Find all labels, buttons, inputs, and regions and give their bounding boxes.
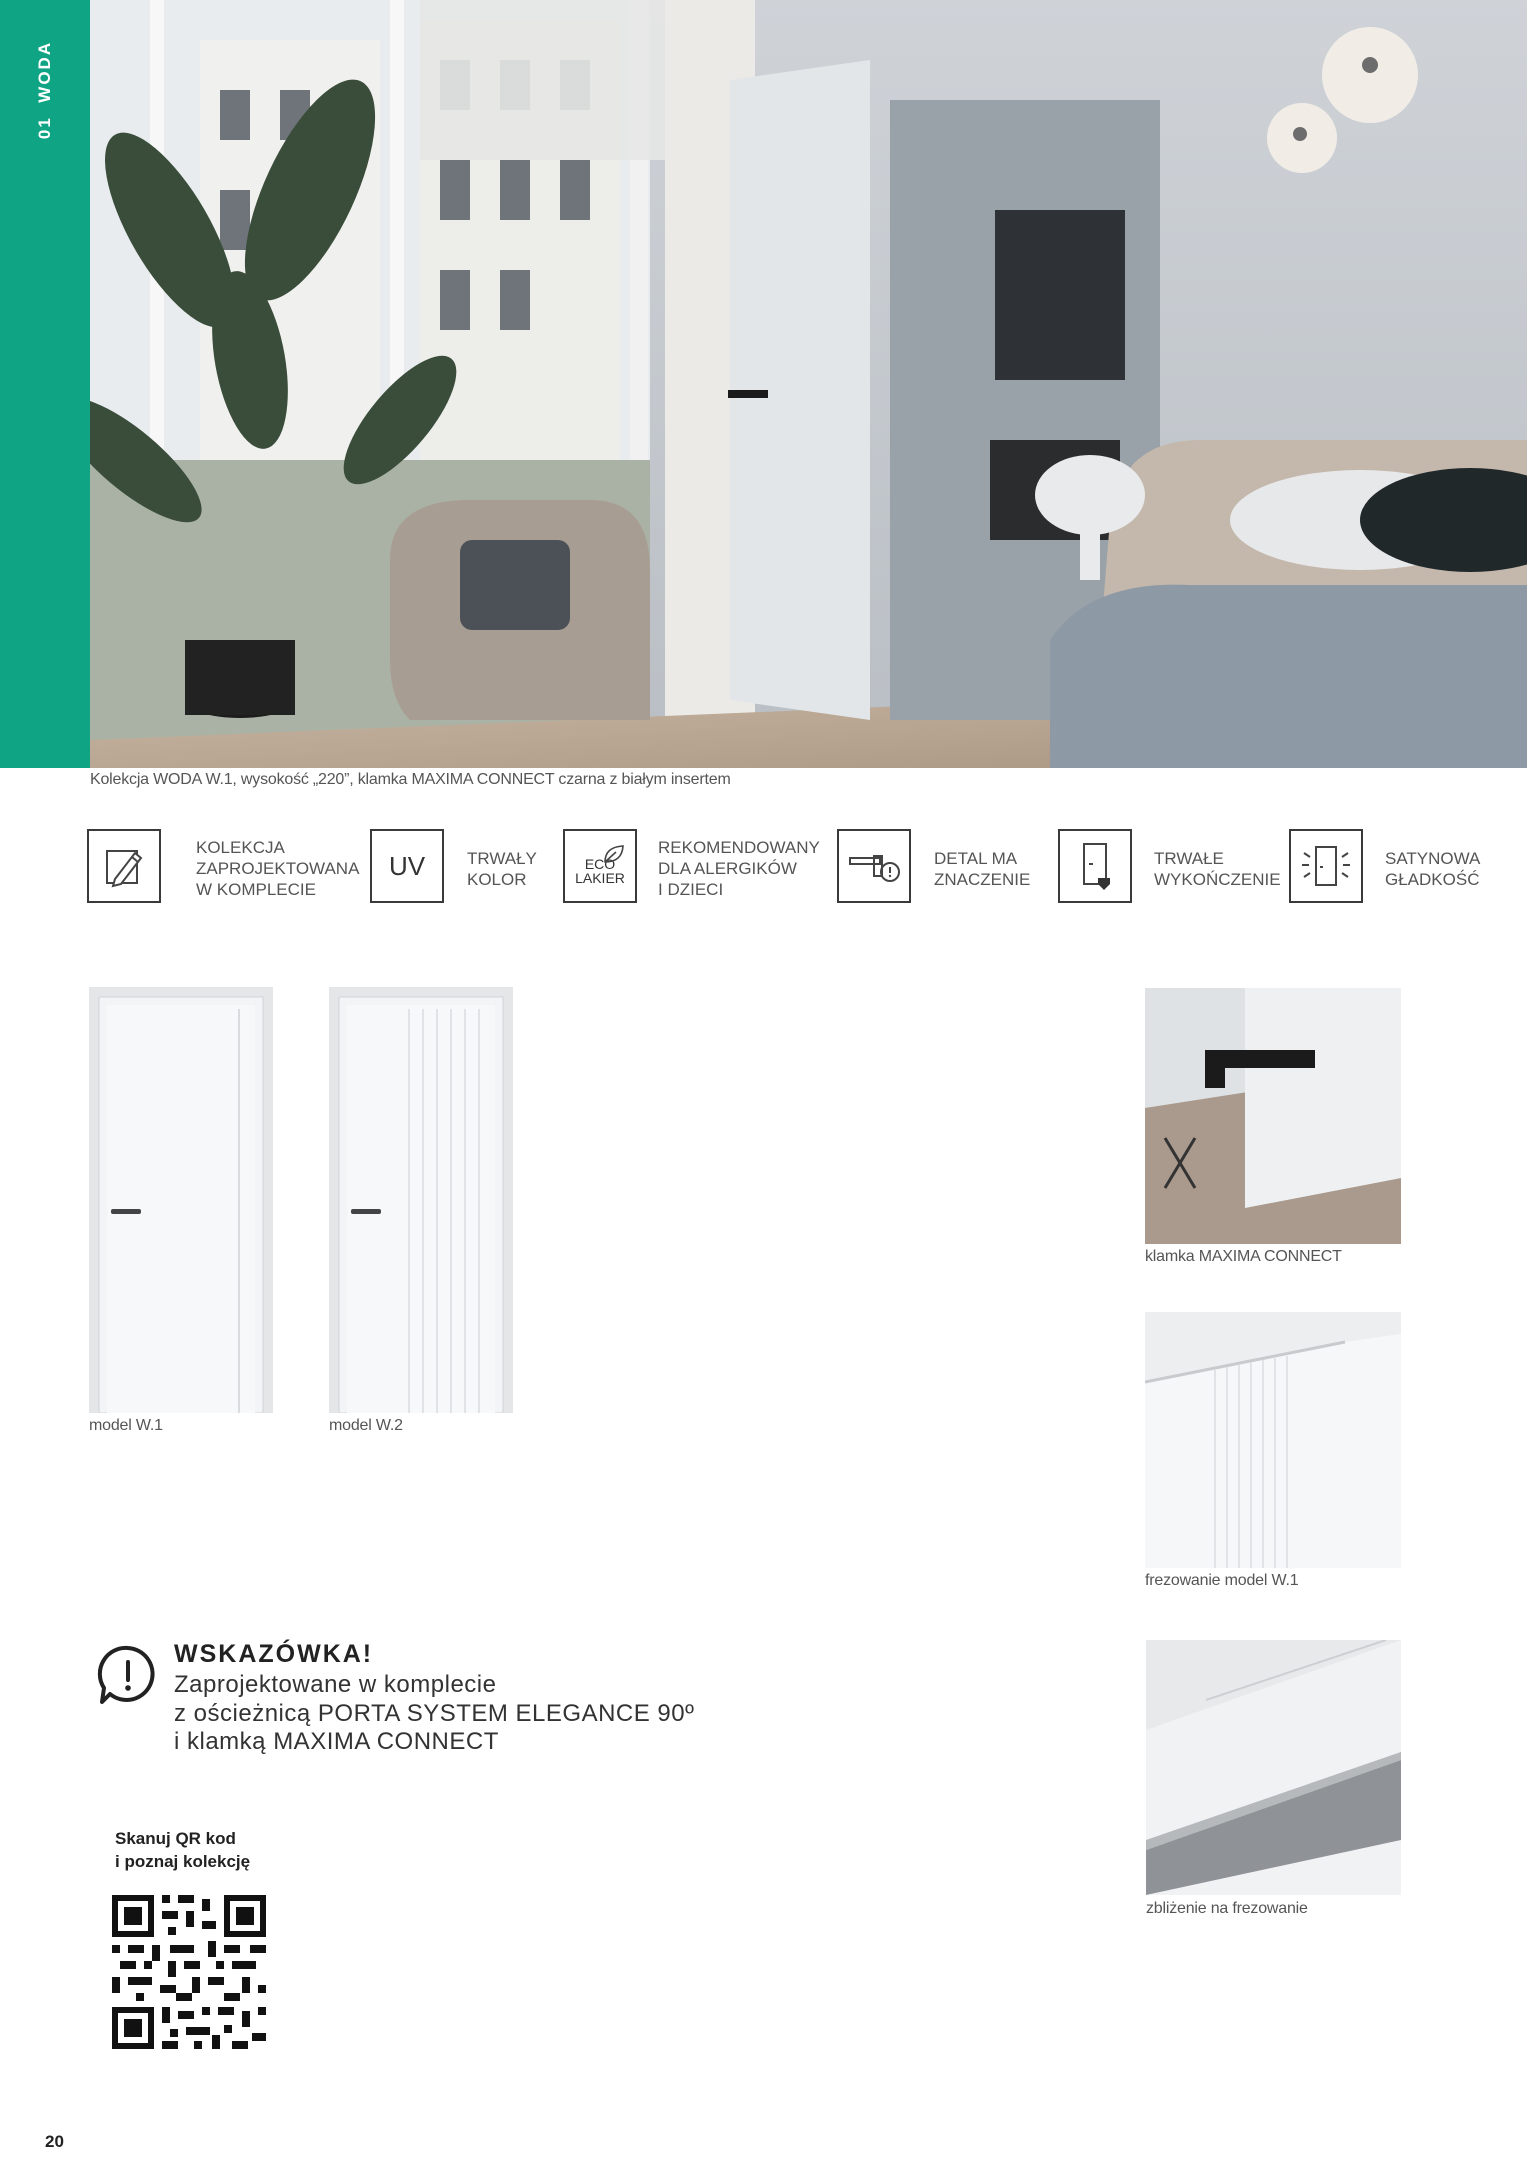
eco-lakier-text: ECO LAKIER xyxy=(575,856,625,886)
collection-name: WODA xyxy=(35,40,54,103)
feature-label: TRWAŁY KOLOR xyxy=(467,849,537,889)
feature-label: DETAL MA ZNACZENIE xyxy=(934,849,1031,889)
section-number: 01 xyxy=(35,116,54,140)
feature-satin xyxy=(1289,829,1363,903)
tip-line: i klamką MAXIMA CONNECT xyxy=(174,1728,499,1755)
eco-lakier-icon xyxy=(563,829,637,903)
feature-uv xyxy=(370,829,444,903)
feature-pencil xyxy=(87,829,161,903)
hero-image xyxy=(90,0,1527,768)
tip-title: WSKAZÓWKA! xyxy=(174,1640,374,1668)
handle-detail-image xyxy=(1145,988,1401,1244)
qr-caption-line: i poznaj kolekcję xyxy=(115,1852,251,1871)
section-tab-label xyxy=(35,41,55,139)
model-caption: model W.1 xyxy=(89,1417,163,1434)
detail-caption: frezowanie model W.1 xyxy=(1145,1572,1299,1589)
page-number: 20 xyxy=(45,2132,64,2151)
tip-line: Zaprojektowane w komplecie xyxy=(174,1671,497,1698)
handle-detail-icon xyxy=(837,829,911,903)
leaf-icon xyxy=(602,843,626,865)
satin-door-icon xyxy=(1289,829,1363,903)
tip-line: z ościeżnicą PORTA SYSTEM ELEGANCE 90º xyxy=(174,1700,695,1727)
hero-caption: Kolekcja WODA W.1, wysokość „220”, klamka MAXIMA CONNECT czarna z białym insertem xyxy=(90,771,731,788)
qr-code[interactable] xyxy=(112,1895,266,2054)
uv-icon-text: UV xyxy=(388,850,426,881)
qr-caption-line: Skanuj QR kod xyxy=(115,1829,236,1848)
feature-label: KOLEKCJA ZAPROJEKTOWANA W KOMPLECIE xyxy=(196,838,360,899)
qr-caption xyxy=(115,1827,250,1873)
model-w1-image xyxy=(89,987,273,1413)
detail-caption: zbliżenie na frezowanie xyxy=(1146,1900,1308,1917)
model-w2-image xyxy=(329,987,513,1413)
detail-caption: klamka MAXIMA CONNECT xyxy=(1145,1248,1342,1265)
door-finish-icon xyxy=(1058,829,1132,903)
feature-handle xyxy=(837,829,911,903)
model-caption: model W.2 xyxy=(329,1417,403,1434)
milling-closeup-image xyxy=(1146,1640,1401,1895)
milling-detail-image xyxy=(1145,1312,1401,1568)
bedroom-interior-photo xyxy=(90,0,1527,768)
pencil-icon xyxy=(87,829,161,903)
section-tab xyxy=(0,0,90,768)
feature-label: TRWAŁE WYKOŃCZENIE xyxy=(1154,849,1281,889)
uv-icon xyxy=(370,829,444,903)
feature-eco xyxy=(563,829,637,903)
feature-label: REKOMENDOWANY DLA ALERGIKÓW I DZIECI xyxy=(658,838,820,899)
exclamation-bubble-icon xyxy=(96,1644,160,1711)
feature-durable xyxy=(1058,829,1132,903)
feature-label: SATYNOWA GŁADKOŚĆ xyxy=(1385,849,1481,889)
